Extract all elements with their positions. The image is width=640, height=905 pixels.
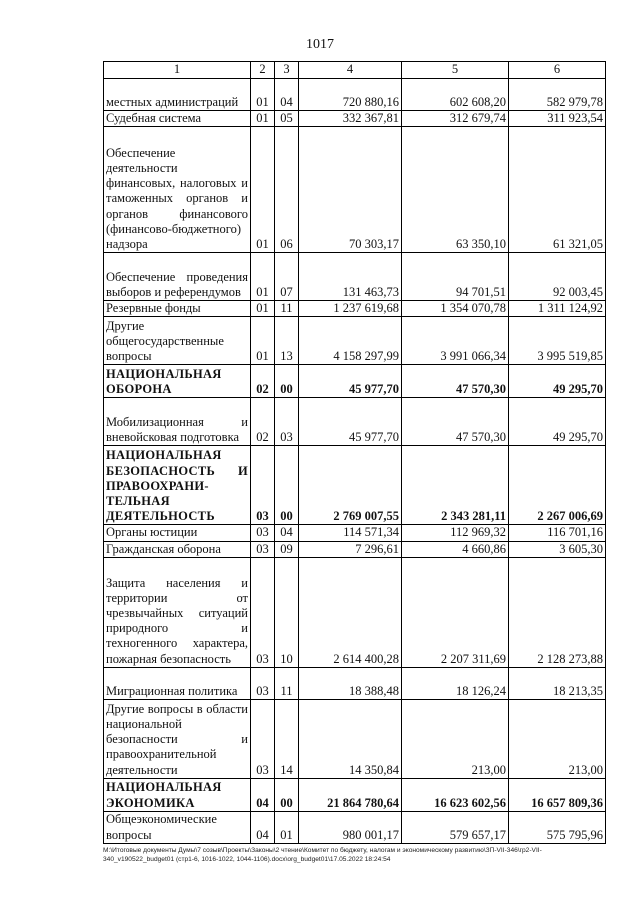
table-row (104, 301, 606, 317)
row-value-2024: 3 995 519,85 (509, 317, 606, 365)
row-value-2024: 1 311 124,92 (509, 301, 606, 317)
row-value-2024: 116 701,16 (509, 525, 606, 541)
table-row (104, 127, 606, 253)
row-value-2023: 2 343 281,11 (402, 446, 509, 525)
budget-table-body (104, 62, 606, 844)
row-subsection-code: 00 (275, 778, 299, 811)
row-value-2023: 18 126,24 (402, 667, 509, 699)
row-subsection-code: 05 (275, 111, 299, 127)
row-section-code: 01 (251, 127, 275, 253)
row-name: НАЦИОНАЛЬНАЯ ЭКОНОМИКА (104, 778, 251, 811)
row-section-code: 03 (251, 525, 275, 541)
row-value-2022: 2 769 007,55 (299, 446, 402, 525)
row-subsection-code: 11 (275, 301, 299, 317)
header-col-6: 6 (509, 62, 606, 79)
row-value-2022: 45 977,70 (299, 398, 402, 446)
row-value-2023: 3 991 066,34 (402, 317, 509, 365)
row-value-2022: 7 296,61 (299, 541, 402, 557)
row-value-2024: 92 003,45 (509, 253, 606, 301)
header-col-2: 2 (251, 62, 275, 79)
table-row (104, 811, 606, 843)
file-path-footer: M:\Итоговые документы Думы\7 созыв\Проекты\Законы\2 чтение\Комитет по бюджету, налогам и экономическому развитию\ЗП-VII-346\гр2-VII-340_v190522_budget01 (стр1-6, 1016-1022, 1044-1106).docx\org_budget01\17.05.2022 18:24:54 (103, 847, 542, 863)
header-col-1: 1 (104, 62, 251, 79)
row-value-2024: 213,00 (509, 699, 606, 778)
row-subsection-code: 06 (275, 127, 299, 253)
row-name: Судебная система (104, 111, 251, 127)
row-value-2024: 16 657 809,36 (509, 778, 606, 811)
row-section-code: 02 (251, 365, 275, 398)
row-name: Обеспечение деятельности финансовых, налоговых и таможенных органов и органов финансового (финансово-бюджетного) надзора (104, 127, 251, 253)
row-value-2022: 2 614 400,28 (299, 557, 402, 667)
row-subsection-code: 10 (275, 557, 299, 667)
row-value-2023: 63 350,10 (402, 127, 509, 253)
row-section-code: 01 (251, 253, 275, 301)
row-section-code: 01 (251, 79, 275, 111)
row-name: Гражданская оборона (104, 541, 251, 557)
row-value-2023: 4 660,86 (402, 541, 509, 557)
row-name: Общеэкономические вопросы (104, 811, 251, 843)
row-value-2022: 14 350,84 (299, 699, 402, 778)
row-section-code: 01 (251, 317, 275, 365)
row-value-2023: 1 354 070,78 (402, 301, 509, 317)
row-value-2024: 2 128 273,88 (509, 557, 606, 667)
row-value-2022: 114 571,34 (299, 525, 402, 541)
row-value-2024: 575 795,96 (509, 811, 606, 843)
row-value-2024: 311 923,54 (509, 111, 606, 127)
row-subsection-code: 07 (275, 253, 299, 301)
row-value-2023: 579 657,17 (402, 811, 509, 843)
header-col-3: 3 (275, 62, 299, 79)
row-name: Миграционная политика (104, 667, 251, 699)
row-name: Обеспечение проведения выборов и референдумов (104, 253, 251, 301)
row-name: местных администраций (104, 79, 251, 111)
row-subsection-code: 09 (275, 541, 299, 557)
row-name: Другие общегосударственные вопросы (104, 317, 251, 365)
row-value-2022: 131 463,73 (299, 253, 402, 301)
row-value-2024: 18 213,35 (509, 667, 606, 699)
row-value-2023: 112 969,32 (402, 525, 509, 541)
row-subsection-code: 00 (275, 365, 299, 398)
row-value-2022: 45 977,70 (299, 365, 402, 398)
header-col-5: 5 (402, 62, 509, 79)
row-value-2023: 94 701,51 (402, 253, 509, 301)
row-value-2022: 332 367,81 (299, 111, 402, 127)
row-value-2024: 61 321,05 (509, 127, 606, 253)
row-subsection-code: 01 (275, 811, 299, 843)
row-section-code: 03 (251, 699, 275, 778)
table-row (104, 525, 606, 541)
row-name: Защита населения и территории от чрезвычайных ситуаций природного и техногенного характера, пожарная безопасность (104, 557, 251, 667)
row-value-2022: 70 303,17 (299, 127, 402, 253)
row-subsection-code: 13 (275, 317, 299, 365)
row-section-code: 04 (251, 811, 275, 843)
table-row (104, 699, 606, 778)
row-section-code: 03 (251, 541, 275, 557)
row-section-code: 04 (251, 778, 275, 811)
row-section-code: 02 (251, 398, 275, 446)
row-value-2023: 312 679,74 (402, 111, 509, 127)
row-name: Органы юстиции (104, 525, 251, 541)
row-name: НАЦИОНАЛЬНАЯ ОБОРОНА (104, 365, 251, 398)
row-value-2023: 47 570,30 (402, 365, 509, 398)
row-name: Резервные фонды (104, 301, 251, 317)
table-row (104, 541, 606, 557)
row-section-code: 01 (251, 111, 275, 127)
row-subsection-code: 04 (275, 79, 299, 111)
row-value-2023: 2 207 311,69 (402, 557, 509, 667)
row-subsection-code: 00 (275, 446, 299, 525)
page-number: 1017 (306, 37, 334, 52)
row-value-2022: 980 001,17 (299, 811, 402, 843)
row-value-2024: 3 605,30 (509, 541, 606, 557)
table-header-row (104, 62, 606, 79)
table-row (104, 398, 606, 446)
row-value-2024: 2 267 006,69 (509, 446, 606, 525)
row-name: Мобилизационная и вневойсковая подготовка (104, 398, 251, 446)
row-section-code: 01 (251, 301, 275, 317)
row-section-code: 03 (251, 557, 275, 667)
row-value-2022: 18 388,48 (299, 667, 402, 699)
row-value-2024: 49 295,70 (509, 398, 606, 446)
row-value-2024: 49 295,70 (509, 365, 606, 398)
table-row (104, 778, 606, 811)
header-col-4: 4 (299, 62, 402, 79)
row-section-code: 03 (251, 446, 275, 525)
row-name: НАЦИОНАЛЬНАЯ БЕЗОПАСНОСТЬ И ПРАВООХРАНИ-ТЕЛЬНАЯ ДЕЯТЕЛЬНОСТЬ (104, 446, 251, 525)
table-row (104, 253, 606, 301)
table-row (104, 667, 606, 699)
table-row (104, 317, 606, 365)
row-subsection-code: 04 (275, 525, 299, 541)
table-row (104, 446, 606, 525)
row-subsection-code: 11 (275, 667, 299, 699)
table-row (104, 111, 606, 127)
row-value-2024: 582 979,78 (509, 79, 606, 111)
row-name: Другие вопросы в области национальной безопасности и правоохранительной деятельности (104, 699, 251, 778)
row-value-2022: 720 880,16 (299, 79, 402, 111)
row-value-2023: 47 570,30 (402, 398, 509, 446)
row-section-code: 03 (251, 667, 275, 699)
table-row (104, 365, 606, 398)
row-subsection-code: 03 (275, 398, 299, 446)
row-value-2022: 4 158 297,99 (299, 317, 402, 365)
row-value-2022: 1 237 619,68 (299, 301, 402, 317)
budget-table (103, 61, 606, 844)
row-subsection-code: 14 (275, 699, 299, 778)
row-value-2023: 602 608,20 (402, 79, 509, 111)
table-row (104, 557, 606, 667)
row-value-2022: 21 864 780,64 (299, 778, 402, 811)
row-value-2023: 213,00 (402, 699, 509, 778)
row-value-2023: 16 623 602,56 (402, 778, 509, 811)
table-row (104, 79, 606, 111)
